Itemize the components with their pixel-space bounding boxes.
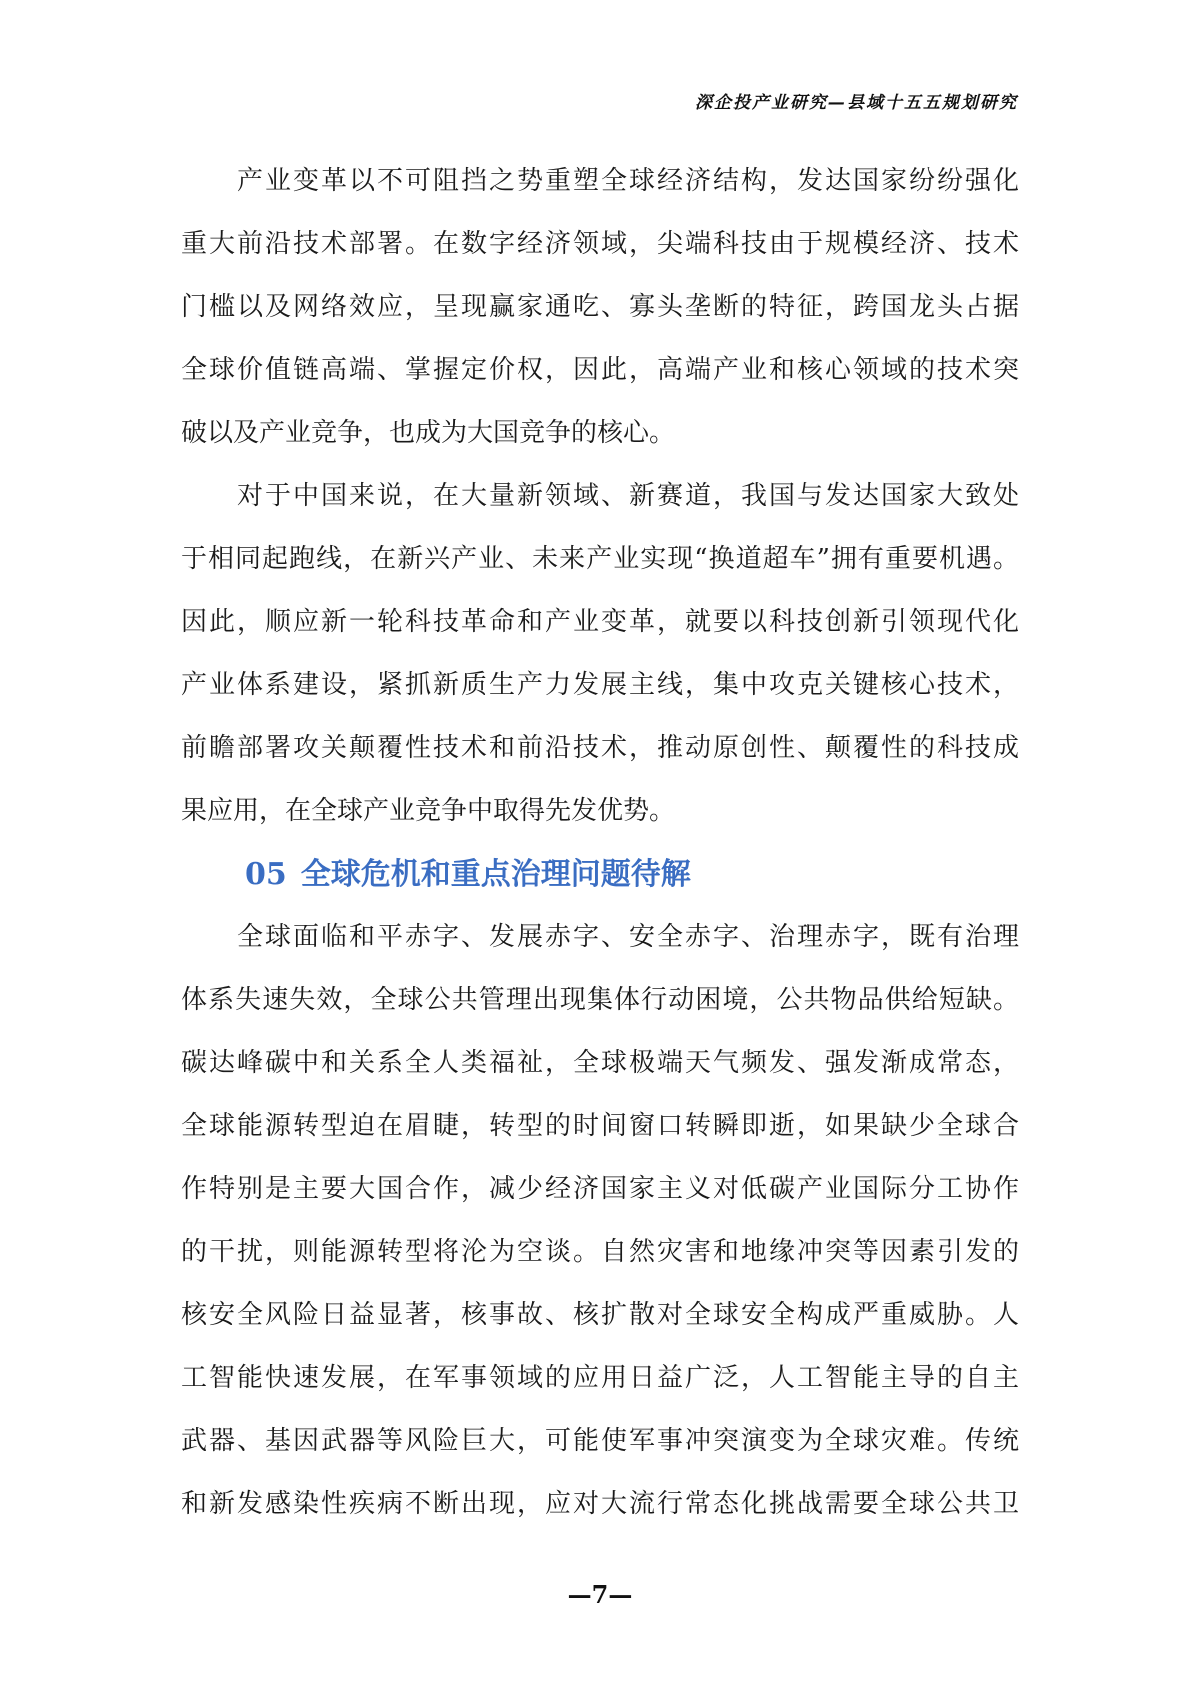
text-line: 和新发感染性疾病不断出现，应对大流行常态化挑战需要全球公共卫: [181, 1489, 1019, 1519]
text-line: 的干扰，则能源转型将沦为空谈。自然灾害和地缘冲突等因素引发的: [181, 1237, 1019, 1267]
text-line: 对于中国来说，在大量新领域、新赛道，我国与发达国家大致处: [237, 481, 1019, 511]
section-number: 05: [245, 857, 287, 892]
text-line: 前瞻部署攻关颠覆性技术和前沿技术，推动原创性、颠覆性的科技成: [181, 733, 1019, 763]
text-line: 门槛以及网络效应，呈现赢家通吃、寡头垄断的特征，跨国龙头占据: [181, 292, 1019, 322]
text-line: 工智能快速发展，在军事领域的应用日益广泛，人工智能主导的自主: [181, 1363, 1019, 1393]
text-line: 果应用，在全球产业竞争中取得先发优势。: [181, 796, 676, 826]
section-title: 全球危机和重点治理问题待解: [300, 857, 691, 892]
text-line: 全球价值链高端、掌握定价权，因此，高端产业和核心领域的技术突: [181, 355, 1019, 385]
paragraph: [181, 465, 1019, 843]
page-number: —7—: [567, 1580, 633, 1609]
text-line: 武器、基因武器等风险巨大，可能使军事冲突演变为全球灾难。传统: [181, 1426, 1019, 1456]
text-line: 破以及产业竞争，也成为大国竞争的核心。: [181, 418, 676, 448]
text-line: 产业体系建设，紧抓新质生产力发展主线，集中攻克关键核心技术，: [181, 670, 1019, 700]
text-line: 碳达峰碳中和关系全人类福祉，全球极端天气频发、强发渐成常态，: [181, 1048, 1019, 1078]
text-line: 产业变革以不可阻挡之势重塑全球经济结构，发达国家纷纷强化: [237, 166, 1019, 196]
section-heading: [181, 843, 1019, 906]
text-line: 于相同起跑线，在新兴产业、未来产业实现“换道超车”拥有重要机遇。: [181, 544, 1019, 574]
running-header: 深企投产业研究—县域十五五规划研究: [695, 93, 1018, 113]
text-line: 重大前沿技术部署。在数字经济领域，尖端科技由于规模经济、技术: [181, 229, 1019, 259]
text-line: 作特别是主要大国合作，减少经济国家主义对低碳产业国际分工协作: [181, 1174, 1019, 1204]
text-line: 核安全风险日益显著，核事故、核扩散对全球安全构成严重威胁。人: [181, 1300, 1019, 1330]
text-line: 全球能源转型迫在眉睫，转型的时间窗口转瞬即逝，如果缺少全球合: [181, 1111, 1019, 1141]
paragraph: [181, 906, 1019, 1536]
text-line: 体系失速失效，全球公共管理出现集体行动困境，公共物品供给短缺。: [181, 985, 1019, 1015]
page-body: [181, 150, 1019, 1536]
paragraph: [181, 150, 1019, 465]
text-line: 因此，顺应新一轮科技革命和产业变革，就要以科技创新引领现代化: [181, 607, 1019, 637]
text-line: 全球面临和平赤字、发展赤字、安全赤字、治理赤字，既有治理: [237, 922, 1019, 952]
